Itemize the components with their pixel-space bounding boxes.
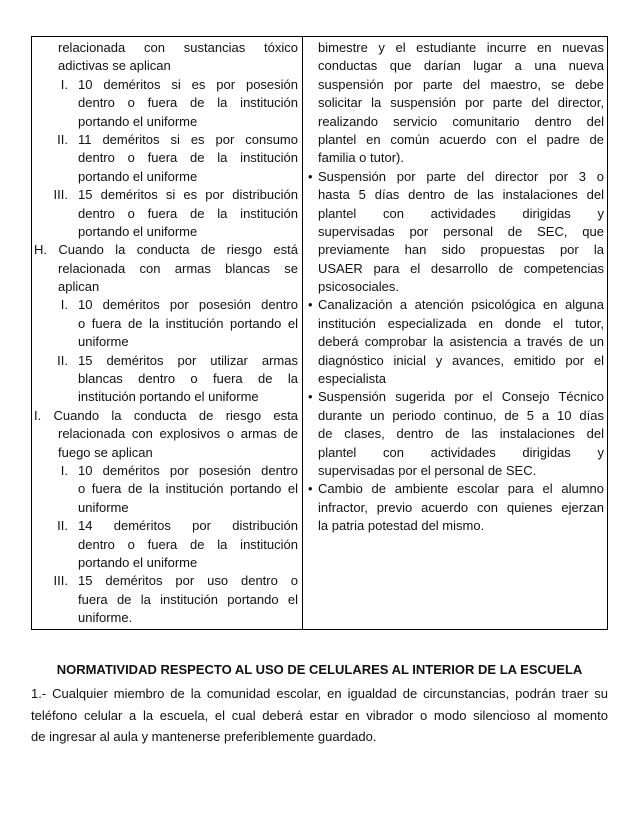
demerit-line	[34, 57, 298, 75]
line-text: deberá comprobar la asistencia a través de un	[318, 334, 604, 350]
line-text: conductas que darían lugar a una nueva	[318, 58, 604, 74]
sanction-line	[306, 76, 604, 94]
bullet-icon: •	[308, 168, 313, 184]
line-text: plantel con actividades dirigidas y	[318, 205, 604, 221]
line-text: previamente han sido propuestas por la	[318, 242, 604, 258]
line-text: dentro o fuera de la institución	[78, 95, 298, 111]
line-text: fuego se aplican	[58, 444, 153, 460]
item-number: I.	[60, 462, 68, 478]
sanction-line	[306, 39, 604, 57]
line-text: blancas dentro o fuera de la	[78, 371, 298, 387]
line-text: 10 deméritos por posesión dentro	[78, 462, 298, 478]
line-text: hasta 5 días dentro de las instalaciones del	[318, 187, 604, 203]
sanction-line	[306, 149, 604, 167]
line-text: psicosociales.	[318, 279, 399, 295]
sanction-line	[306, 168, 604, 186]
item-number: I.	[60, 297, 68, 313]
sanctions-column	[306, 39, 604, 536]
item-number: II.	[57, 352, 68, 368]
line-text: USAER para el desarrollo de competencias	[318, 260, 604, 276]
demerit-line	[34, 205, 298, 223]
demerit-line	[34, 333, 298, 351]
line-text: 14 deméritos por distribución	[78, 518, 298, 534]
demerit-line	[34, 149, 298, 167]
sanction-line	[306, 57, 604, 75]
line-text: fuera de la institución portando el	[78, 591, 298, 607]
demerit-line	[34, 572, 298, 590]
sanction-line	[306, 315, 604, 333]
line-text: durante un periodo continuo, de 5 a 10 días	[318, 407, 604, 423]
demerit-line	[34, 388, 298, 406]
line-text: 15 deméritos por utilizar armas	[78, 352, 298, 368]
paragraph-line: de ingresar al aula y mantenerse preferiblemente guardado.	[31, 729, 377, 744]
demerit-line	[34, 131, 298, 149]
sanction-line	[306, 517, 604, 535]
sanction-line	[306, 333, 604, 351]
sanction-line	[306, 260, 604, 278]
demerit-line	[34, 113, 298, 131]
demerit-line	[34, 296, 298, 314]
demerit-line	[34, 554, 298, 572]
sanction-line	[306, 352, 604, 370]
sanction-line	[306, 241, 604, 259]
section-heading: NORMATIVIDAD RESPECTO AL USO DE CELULARES AL INTERIOR DE LA ESCUELA	[56, 662, 583, 677]
sanction-line	[306, 223, 604, 241]
line-text: solicitar la suspensión por parte del director,	[318, 95, 604, 111]
line-text: I. Cuando la conducta de riesgo esta	[34, 407, 298, 423]
line-text: suspensión por parte del maestro, se debe	[318, 76, 604, 92]
line-text: 10 deméritos si es por posesión	[78, 76, 298, 92]
line-text: infractor, previo acuerdo con quienes ejerzan	[318, 499, 604, 515]
line-text: 10 deméritos por posesión dentro	[78, 297, 298, 313]
bullet-icon: •	[308, 297, 313, 313]
sanction-line	[306, 444, 604, 462]
line-text: o fuera de la institución portando el	[78, 481, 298, 497]
demerit-line	[34, 370, 298, 388]
line-text: dentro o fuera de la institución	[78, 205, 298, 221]
demerit-line	[34, 278, 298, 296]
line-text: adictivas se aplican	[58, 58, 171, 74]
demerit-line	[34, 499, 298, 517]
demerit-line	[34, 315, 298, 333]
sanction-line	[306, 278, 604, 296]
demerit-line	[34, 168, 298, 186]
line-text: realizando servicio comunitario dentro del	[318, 113, 604, 129]
item-number: III.	[53, 573, 68, 589]
line-text: dentro o fuera de la institución	[78, 536, 298, 552]
demerit-line	[34, 480, 298, 498]
sanction-line	[306, 425, 604, 443]
sanction-line	[306, 186, 604, 204]
line-text: relacionada con explosivos o armas de	[58, 426, 298, 442]
bullet-icon: •	[308, 481, 313, 497]
line-text: Suspensión por parte del director por 3 o	[318, 168, 604, 184]
demerit-line	[34, 352, 298, 370]
paragraph-line: 1.- Cualquier miembro de la comunidad escolar, en igualdad de circunstancias, podrán traer su	[31, 686, 608, 701]
demerit-line	[34, 517, 298, 535]
line-text: Suspensión sugerida por el Consejo Técnico	[318, 389, 604, 405]
line-text: plantel en común acuerdo con el padre de	[318, 131, 604, 147]
line-text: plantel con actividades dirigidas y	[318, 444, 604, 460]
demerit-line	[34, 94, 298, 112]
line-text: portando el uniforme	[78, 168, 198, 184]
demerit-line	[34, 39, 298, 57]
demerit-line	[34, 260, 298, 278]
line-text: relacionada con sustancias tóxico	[58, 40, 298, 55]
sanction-line	[306, 462, 604, 480]
sanction-line	[306, 296, 604, 314]
line-text: 15 deméritos si es por distribución	[78, 187, 298, 203]
line-text: uniforme	[78, 499, 129, 515]
line-text: especialista	[318, 371, 386, 387]
line-text: dentro o fuera de la institución	[78, 150, 298, 166]
demerit-line	[34, 444, 298, 462]
demerit-line	[34, 186, 298, 204]
line-text: familia o tutor).	[318, 150, 404, 166]
line-text: uniforme.	[78, 610, 133, 626]
rules-table	[31, 36, 608, 630]
demerits-column	[34, 39, 298, 628]
sanction-line	[306, 480, 604, 498]
line-text: portando el uniforme	[78, 554, 198, 570]
line-text: institución portando el uniforme	[78, 389, 259, 405]
line-text: 15 deméritos por uso dentro o	[78, 573, 298, 589]
line-text: supervisadas por personal de SEC, que	[318, 223, 604, 239]
bullet-icon: •	[308, 389, 313, 405]
item-number: II.	[57, 518, 68, 534]
line-text: Cambio de ambiente escolar para el alumno	[318, 481, 604, 497]
demerit-line	[34, 425, 298, 443]
line-text: de clases, dentro de las instalaciones del	[318, 426, 604, 442]
cellphone-rule-paragraph	[31, 683, 608, 748]
line-text: o fuera de la institución portando el	[78, 315, 298, 331]
line-text: bimestre y el estudiante incurre en nuevas	[318, 40, 604, 55]
line-text: portando el uniforme	[78, 113, 198, 129]
column-divider	[302, 37, 303, 629]
line-text: Canalización a atención psicológica en alguna	[318, 297, 604, 313]
demerit-line	[34, 462, 298, 480]
line-text: institución especializada en donde el tutor,	[318, 315, 604, 331]
line-text: portando el uniforme	[78, 223, 198, 239]
demerit-line	[34, 591, 298, 609]
line-text: diagnóstico inicial y avances, emitido por el	[318, 352, 604, 368]
sanction-line	[306, 131, 604, 149]
sanction-line	[306, 94, 604, 112]
paragraph-line: teléfono celular a la escuela, el cual deberá estar en vibrador o modo silencioso al momento	[31, 707, 608, 723]
line-text: aplican	[58, 279, 100, 295]
demerit-line	[34, 241, 298, 259]
item-number: II.	[57, 131, 68, 147]
line-text: supervisadas por el personal de SEC.	[318, 462, 537, 478]
sanction-line	[306, 370, 604, 388]
demerit-line	[34, 76, 298, 94]
demerit-line	[34, 536, 298, 554]
sanction-line	[306, 407, 604, 425]
line-text: uniforme	[78, 334, 129, 350]
line-text: H. Cuando la conducta de riesgo está	[34, 242, 298, 258]
item-number: III.	[53, 187, 68, 203]
sanction-line	[306, 205, 604, 223]
line-text: relacionada con armas blancas se	[58, 260, 298, 276]
demerit-line	[34, 609, 298, 627]
sanction-line	[306, 113, 604, 131]
line-text: la patria potestad del mismo.	[318, 518, 485, 534]
sanction-line	[306, 388, 604, 406]
line-text: 11 deméritos si es por consumo	[78, 131, 298, 147]
item-number: I.	[60, 76, 68, 92]
sanction-line	[306, 499, 604, 517]
demerit-line	[34, 407, 298, 425]
demerit-line	[34, 223, 298, 241]
